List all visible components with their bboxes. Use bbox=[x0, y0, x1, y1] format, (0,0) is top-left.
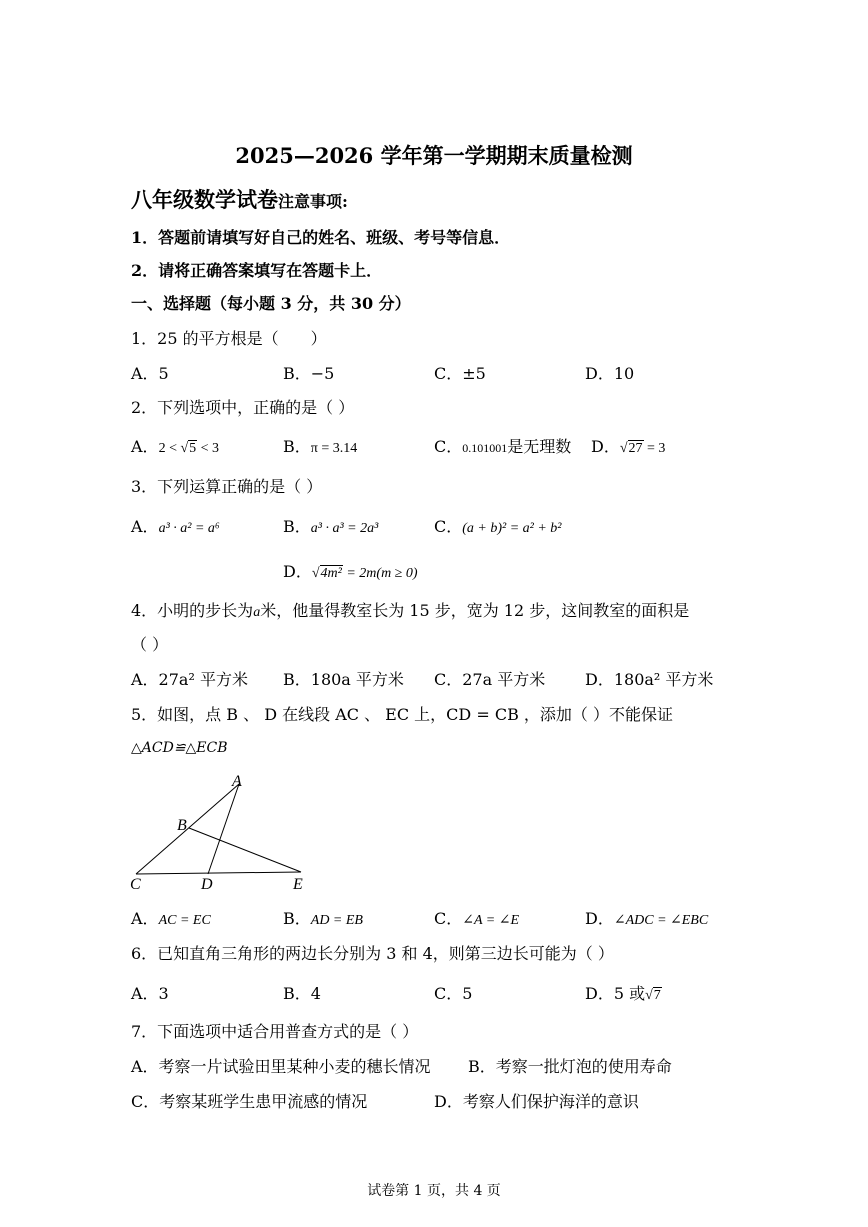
q1-option-a: A．5 bbox=[131, 364, 169, 383]
q2-c-text: 是无理数 bbox=[507, 437, 572, 456]
q5-option-a bbox=[131, 909, 211, 931]
q2-b-math: π = 3.14 bbox=[310, 441, 358, 456]
q4-option-c: C．27a 平方米 bbox=[434, 670, 546, 689]
q6-option-b: B．4 bbox=[283, 984, 321, 1003]
q4-stem-part1: 4．小明的步长为 bbox=[131, 601, 254, 620]
q4-option-a: A．27a² 平方米 bbox=[131, 670, 248, 689]
q2-option-d bbox=[591, 437, 665, 459]
q5-option-d bbox=[585, 909, 708, 931]
q2-a-radicand: 5 bbox=[189, 441, 197, 456]
question-5-stem-line2: △ACD≌△ECB bbox=[131, 740, 228, 756]
q7-option-d: D．考察人们保护海洋的意识 bbox=[434, 1092, 639, 1111]
q3-option-a bbox=[131, 517, 220, 539]
q2-option-b bbox=[283, 437, 357, 459]
question-4-stem bbox=[131, 601, 689, 623]
segment-be bbox=[189, 828, 301, 872]
sqrt-icon: √ bbox=[311, 566, 320, 581]
q3-option-c bbox=[434, 517, 562, 539]
page-footer: 试卷第 1 页，共 4 页 bbox=[367, 1183, 501, 1199]
point-label-e: E bbox=[293, 876, 303, 893]
q3-a-prefix: A． bbox=[131, 517, 159, 536]
q5-d-prefix: D． bbox=[585, 909, 614, 928]
q5-c-math: ∠A = ∠E bbox=[462, 913, 520, 928]
q3-b-prefix: B． bbox=[283, 517, 311, 536]
exam-title: 2025—2026 学年第一学期期末质量检测 bbox=[235, 143, 633, 168]
note-1: 1．答题前请填写好自己的姓名、班级、考号等信息． bbox=[131, 228, 511, 247]
q1-option-d: D．10 bbox=[585, 364, 635, 383]
q6-option-c: C．5 bbox=[434, 984, 473, 1003]
q1-option-c: C．±5 bbox=[434, 364, 486, 383]
question-7-stem: 7．下面选项中适合用普查方式的是（ ） bbox=[131, 1022, 419, 1041]
q2-b-prefix: B． bbox=[283, 437, 311, 456]
point-label-b: B bbox=[177, 817, 187, 834]
q4-stem-var: a bbox=[253, 605, 261, 620]
q7-option-c: C．考察某班学生患甲流感的情况 bbox=[131, 1092, 368, 1111]
q5-b-math: AD = EB bbox=[310, 913, 363, 928]
q2-d-prefix: D． bbox=[591, 437, 620, 456]
exam-subtitle bbox=[131, 184, 348, 214]
q2-option-a bbox=[131, 437, 219, 459]
q5-a-math: AC = EC bbox=[158, 913, 211, 928]
notes-label: 注意事项: bbox=[278, 192, 348, 211]
q7-option-a: A．考察一片试验田里某种小麦的穗长情况 bbox=[131, 1057, 431, 1076]
point-label-c: C bbox=[130, 876, 141, 893]
q3-option-d bbox=[283, 562, 418, 584]
q6-d-prefix: D．5 或 bbox=[585, 984, 646, 1003]
question-3-stem: 3．下列运算正确的是（ ） bbox=[131, 477, 323, 496]
q4-option-b: B．180a 平方米 bbox=[283, 670, 404, 689]
q3-c-math: (a + b)² = a² + b² bbox=[462, 521, 562, 536]
q2-a-prefix: A． bbox=[131, 437, 159, 456]
q2-d-math-right: = 3 bbox=[643, 441, 666, 456]
q2-d-radicand: 27 bbox=[628, 441, 643, 456]
q4-option-d: D．180a² 平方米 bbox=[585, 670, 714, 689]
q5-option-c bbox=[434, 909, 519, 931]
note-2: 2．请将正确答案填写在答题卡上． bbox=[131, 261, 383, 280]
q3-d-radicand: 4m² bbox=[320, 566, 342, 581]
sqrt-icon: √ bbox=[645, 988, 653, 1003]
sqrt-icon: √ bbox=[180, 441, 189, 456]
q3-option-b bbox=[283, 517, 378, 539]
q2-a-math-right: < 3 bbox=[197, 441, 220, 456]
q5-option-b bbox=[283, 909, 363, 931]
q2-c-prefix: C． bbox=[434, 437, 463, 456]
q5-c-prefix: C． bbox=[434, 909, 463, 928]
q4-stem-part2: 米，他量得教室长为 15 步，宽为 12 步，这间教室的面积是 bbox=[260, 601, 690, 620]
question-4-stem-line2: （ ） bbox=[131, 635, 169, 654]
question-5-stem: 5．如图，点 B 、 D 在线段 AC 、 EC 上，CD = CB ，添加（ ）不能保证 bbox=[131, 705, 673, 724]
segment-ce bbox=[136, 872, 301, 874]
q3-a-math: a³ · a² = a⁶ bbox=[158, 521, 220, 536]
q3-b-math: a³ · a³ = 2a³ bbox=[310, 521, 379, 536]
sqrt-icon: √ bbox=[619, 441, 628, 456]
q2-a-math-left: 2 < bbox=[158, 441, 181, 456]
q7-option-b: B．考察一批灯泡的使用寿命 bbox=[468, 1057, 672, 1076]
q3-d-math-right: = 2m(m ≥ 0) bbox=[342, 566, 418, 581]
question-1-stem: 1．25 的平方根是（ ） bbox=[131, 329, 327, 348]
grade-subject: 八年级数学试卷 bbox=[131, 187, 278, 212]
q1-option-b: B．−5 bbox=[283, 364, 335, 383]
q3-c-prefix: C． bbox=[434, 517, 463, 536]
question-6-stem: 6．已知直角三角形的两边长分别为 3 和 4，则第三边长可能为（ ） bbox=[131, 944, 614, 963]
q5-a-prefix: A． bbox=[131, 909, 159, 928]
point-label-a: A bbox=[232, 773, 242, 790]
q2-c-math: 0.101001 bbox=[462, 441, 508, 455]
triangle-figure bbox=[128, 768, 318, 894]
q6-option-d bbox=[585, 984, 662, 1006]
point-label-d: D bbox=[201, 876, 213, 893]
q5-d-math: ∠ADC = ∠EBC bbox=[613, 913, 709, 928]
q2-option-c bbox=[434, 437, 571, 458]
q5-b-prefix: B． bbox=[283, 909, 311, 928]
section-heading: 一、选择题（每小题 3 分，共 30 分） bbox=[131, 294, 411, 313]
q3-d-prefix: D． bbox=[283, 562, 312, 581]
q6-option-a: A．3 bbox=[131, 984, 169, 1003]
q6-d-radicand: 7 bbox=[653, 988, 661, 1003]
question-2-stem: 2．下列选项中，正确的是（ ） bbox=[131, 398, 355, 417]
